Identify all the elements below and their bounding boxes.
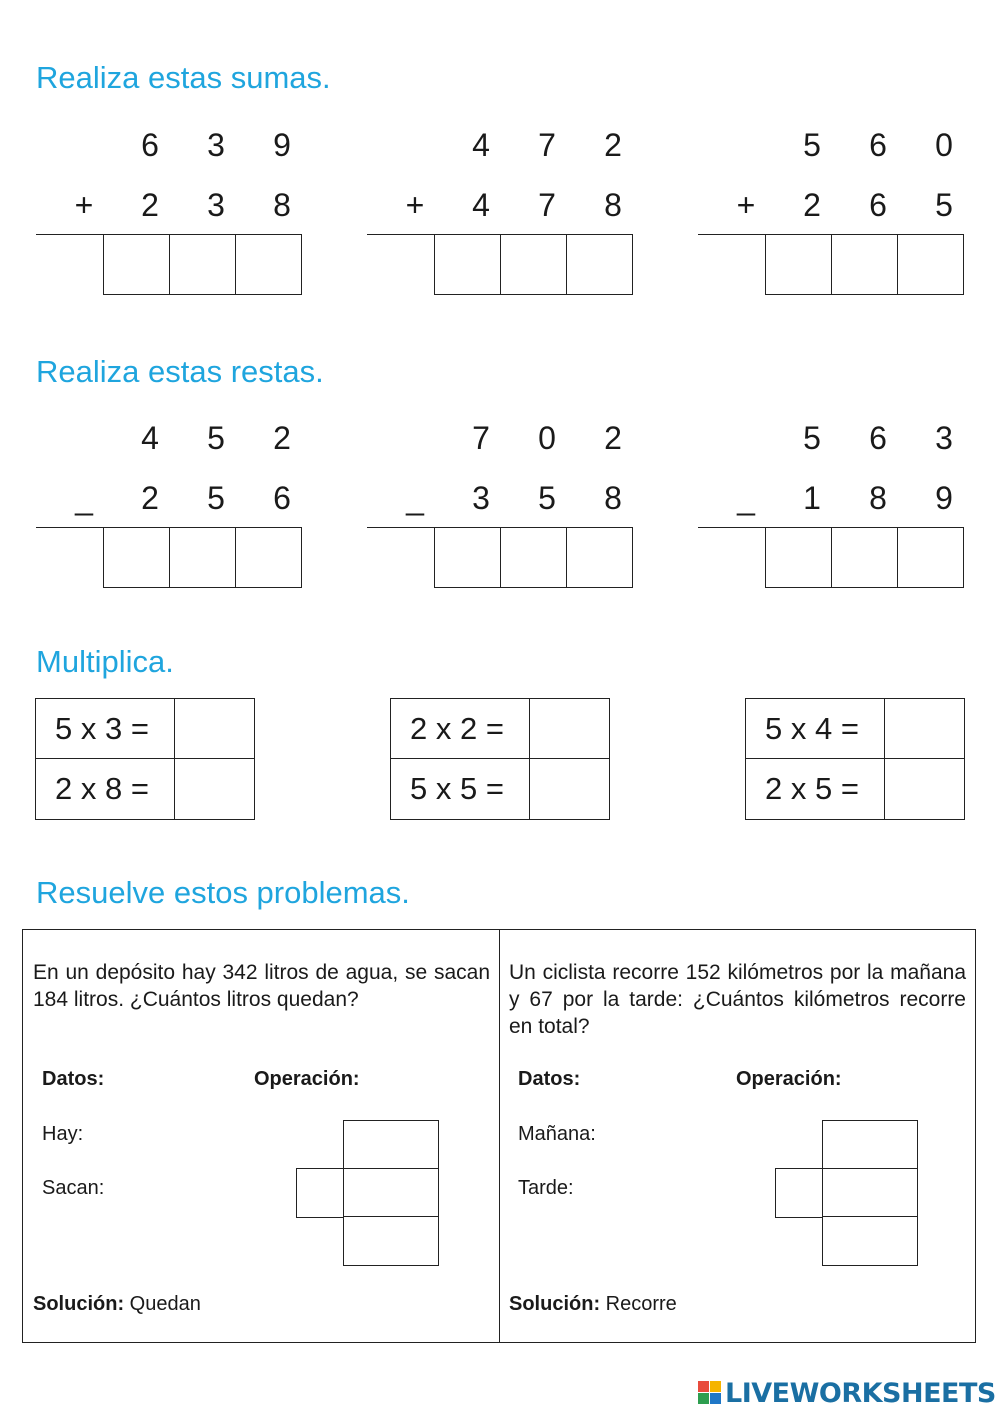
solution-label: Solución: [509,1293,601,1315]
operation-label: Operación: [736,1068,842,1090]
top-digit: 3 [207,127,225,163]
answer-box-hundreds[interactable] [434,234,501,295]
multiplication-answer-box[interactable] [530,699,609,759]
operation-middle-box[interactable] [822,1168,918,1218]
multiplication-answer-box[interactable] [175,699,254,759]
plus-sign: + [405,187,425,223]
top-digit: 5 [803,127,821,163]
data-item-sacan: Sacan: [42,1177,105,1199]
bottom-digit: 5 [207,480,225,516]
multiplication-table [390,698,610,820]
operation-result-box[interactable] [343,1216,439,1266]
multiplication-row [36,699,254,759]
top-digit: 2 [273,420,291,456]
bottom-digit: 8 [869,480,887,516]
subtractions-heading: Realiza estas restas. [36,354,324,389]
bottom-digit: 5 [538,480,556,516]
sums-heading: Realiza estas sumas. [36,60,331,95]
multiplication-row [391,759,609,819]
answer-box-units[interactable] [235,527,302,588]
bottom-digit: 9 [935,480,953,516]
answer-box-tens[interactable] [169,234,236,295]
problem-statement: Un ciclista recorre 152 kilómetros por la mañana y 67 por la tarde: ¿Cuántos kilómetros recorre en total? [509,961,966,1038]
minus-sign: _ [737,480,755,516]
result-line [698,527,766,528]
top-digit: 4 [472,127,490,163]
operation-middle-box[interactable] [343,1168,439,1218]
data-item-hay: Hay: [42,1123,84,1145]
multiplication-answer-box[interactable] [885,699,964,759]
bottom-digit: 2 [141,187,159,223]
bottom-digit: 2 [803,187,821,223]
operation-top-box[interactable] [343,1120,439,1170]
multiplication-row [746,699,964,759]
solution-text: Recorre [600,1293,677,1315]
operation-result-box[interactable] [822,1216,918,1266]
problems-heading: Resuelve estos problemas. [36,875,410,910]
bottom-digit: 8 [273,187,291,223]
operation-sign-box[interactable] [775,1168,825,1218]
problem-statement: En un depósito hay 342 litros de agua, se sacan 184 litros. ¿Cuántos litros quedan? [33,961,490,1011]
solution-text: Quedan [124,1293,201,1315]
logo-icon [698,1381,722,1405]
answer-box-tens[interactable] [831,527,898,588]
bottom-digit: 5 [935,187,953,223]
multiplication-table [35,698,255,820]
answer-box-tens[interactable] [169,527,236,588]
multiplication-expression: 2 x 8 = [36,759,175,819]
operation-sign-box[interactable] [296,1168,346,1218]
bottom-digit: 1 [803,480,821,516]
multiplication-table [745,698,965,820]
answer-box-hundreds[interactable] [103,527,170,588]
subtraction-problem [367,410,633,590]
result-line [36,234,104,235]
liveworksheets-logo[interactable] [698,1378,996,1408]
data-item-tarde: Tarde: [518,1177,574,1199]
multiplication-row [391,699,609,759]
result-line [367,234,435,235]
bottom-digit: 3 [472,480,490,516]
result-line [698,234,766,235]
top-digit: 9 [273,127,291,163]
bottom-digit: 7 [538,187,556,223]
data-label: Datos: [42,1068,105,1090]
solution-line [33,1293,201,1316]
bottom-digit: 2 [141,480,159,516]
bottom-digit: 6 [869,187,887,223]
answer-box-units[interactable] [897,234,964,295]
data-item-manana: Mañana: [518,1123,596,1145]
result-line [36,527,104,528]
answer-box-hundreds[interactable] [434,527,501,588]
answer-box-hundreds[interactable] [765,234,832,295]
top-digit: 0 [538,420,556,456]
multiplication-expression: 5 x 5 = [391,759,530,819]
answer-box-tens[interactable] [500,527,567,588]
sum-problem [367,117,633,297]
result-line [367,527,435,528]
multiplication-answer-box[interactable] [885,759,964,819]
solution-label: Solución: [33,1293,125,1315]
multiplication-expression: 5 x 4 = [746,699,885,759]
operation-label: Operación: [254,1068,360,1090]
bottom-digit: 8 [604,187,622,223]
bottom-digit: 6 [273,480,291,516]
minus-sign: _ [406,480,424,516]
top-digit: 5 [803,420,821,456]
top-digit: 5 [207,420,225,456]
multiplication-row [746,759,964,819]
multiply-heading: Multiplica. [36,644,174,679]
operation-top-box[interactable] [822,1120,918,1170]
top-digit: 7 [538,127,556,163]
sum-problem [698,117,964,297]
answer-box-hundreds[interactable] [765,527,832,588]
multiplication-expression: 2 x 5 = [746,759,885,819]
bottom-digit: 4 [472,187,490,223]
subtraction-problem [36,410,302,590]
answer-box-tens[interactable] [831,234,898,295]
problems-table [22,929,976,1343]
answer-box-tens[interactable] [500,234,567,295]
top-digit: 7 [472,420,490,456]
answer-box-units[interactable] [235,234,302,295]
problem-card [23,930,499,1342]
top-digit: 0 [935,127,953,163]
solution-line [509,1293,677,1316]
top-digit: 6 [869,420,887,456]
sum-problem [36,117,302,297]
plus-sign: + [74,187,94,223]
minus-sign: _ [75,480,93,516]
answer-box-units[interactable] [897,527,964,588]
brand-name: LIVEWORKSHEETS [725,1377,996,1409]
top-digit: 2 [604,420,622,456]
data-label: Datos: [518,1068,581,1090]
answer-box-units[interactable] [566,527,633,588]
plus-sign: + [736,187,756,223]
top-digit: 3 [935,420,953,456]
subtraction-problem [698,410,964,590]
top-digit: 2 [604,127,622,163]
multiplication-row [36,759,254,819]
bottom-digit: 3 [207,187,225,223]
top-digit: 4 [141,420,159,456]
multiplication-expression: 2 x 2 = [391,699,530,759]
top-digit: 6 [141,127,159,163]
answer-box-hundreds[interactable] [103,234,170,295]
top-digit: 6 [869,127,887,163]
multiplication-answer-box[interactable] [175,759,254,819]
multiplication-expression: 5 x 3 = [36,699,175,759]
multiplication-answer-box[interactable] [530,759,609,819]
problem-card [499,930,975,1342]
bottom-digit: 8 [604,480,622,516]
answer-box-units[interactable] [566,234,633,295]
